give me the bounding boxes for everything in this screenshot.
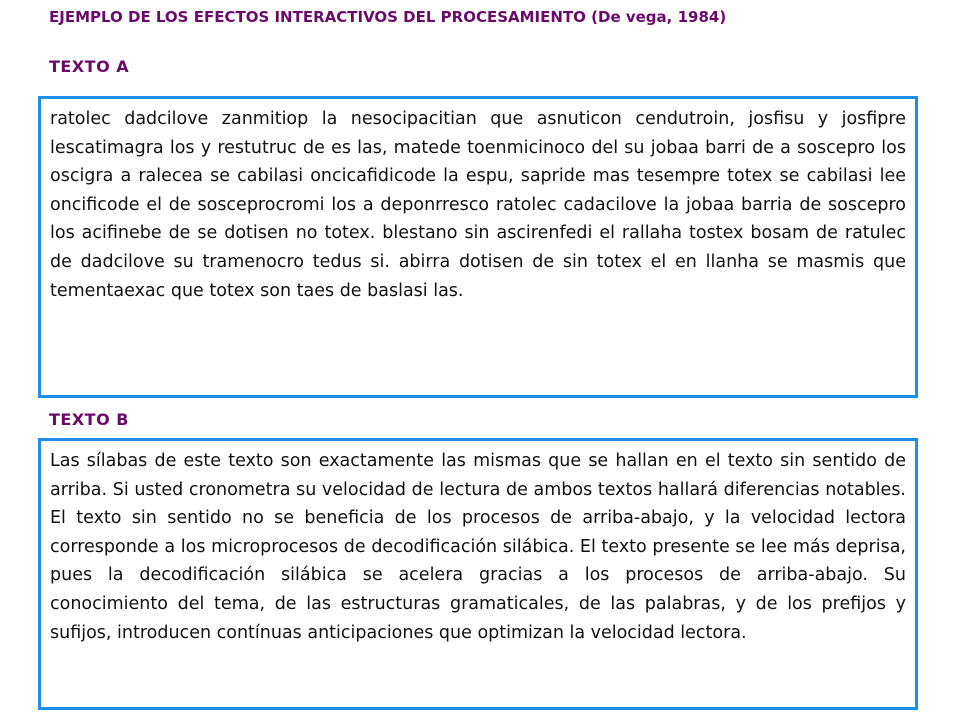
- text-b-body: Las sílabas de este texto son exactamente las mismas que se hallan en el texto sin sentido de arriba. Si usted cronometra su velocidad de lectura de ambos textos hallará diferencias notables. El texto sin sentido no se beneficia de los procesos de arriba-abajo, y la velocidad lectora corresponde a los microprocesos de decodificación silábica. El texto presente se lee más deprisa, pues la decodificación silábica se acelera gracias a los procesos de arriba-abajo. Su conocimiento del tema, de las estructuras gramaticales, de las palabras, y de los prefijos y sufijos, introducen contínuas anticipaciones que optimizan la velocidad lectora.: [50, 451, 906, 643]
- text-b-box: [38, 438, 918, 710]
- text-a-body: ratolec dadcilove zanmitiop la nesocipacitian que asnuticon cendutroin, josfisu y josfipre lescatimagra los y restutruc de es las, matede toenmicinoco del su jobaa barri de a soscepro los oscigra a ralecea se cabilasi oncicafidicode la espu, sapride mas tesempre totex se cabilasi lee oncificode el de sosceprocromi los a deponrresco ratolec cadacilove la jobaa barria de soscepro los acifinebe de se dotisen no totex. blestano sin ascirenfedi el rallaha tostex bosam de ratulec de dadcilove su tramenocro tedus si. abirra dotisen de sin totex el en llanha se masmis que tementaexac que totex son taes de baslasi las.: [50, 109, 906, 301]
- page-title: EJEMPLO DE LOS EFECTOS INTERACTIVOS DEL PROCESAMIENTO (De vega, 1984): [49, 8, 727, 26]
- text-b-label: TEXTO B: [49, 410, 129, 429]
- text-a-box: [38, 96, 918, 398]
- text-a-label: TEXTO A: [49, 57, 130, 76]
